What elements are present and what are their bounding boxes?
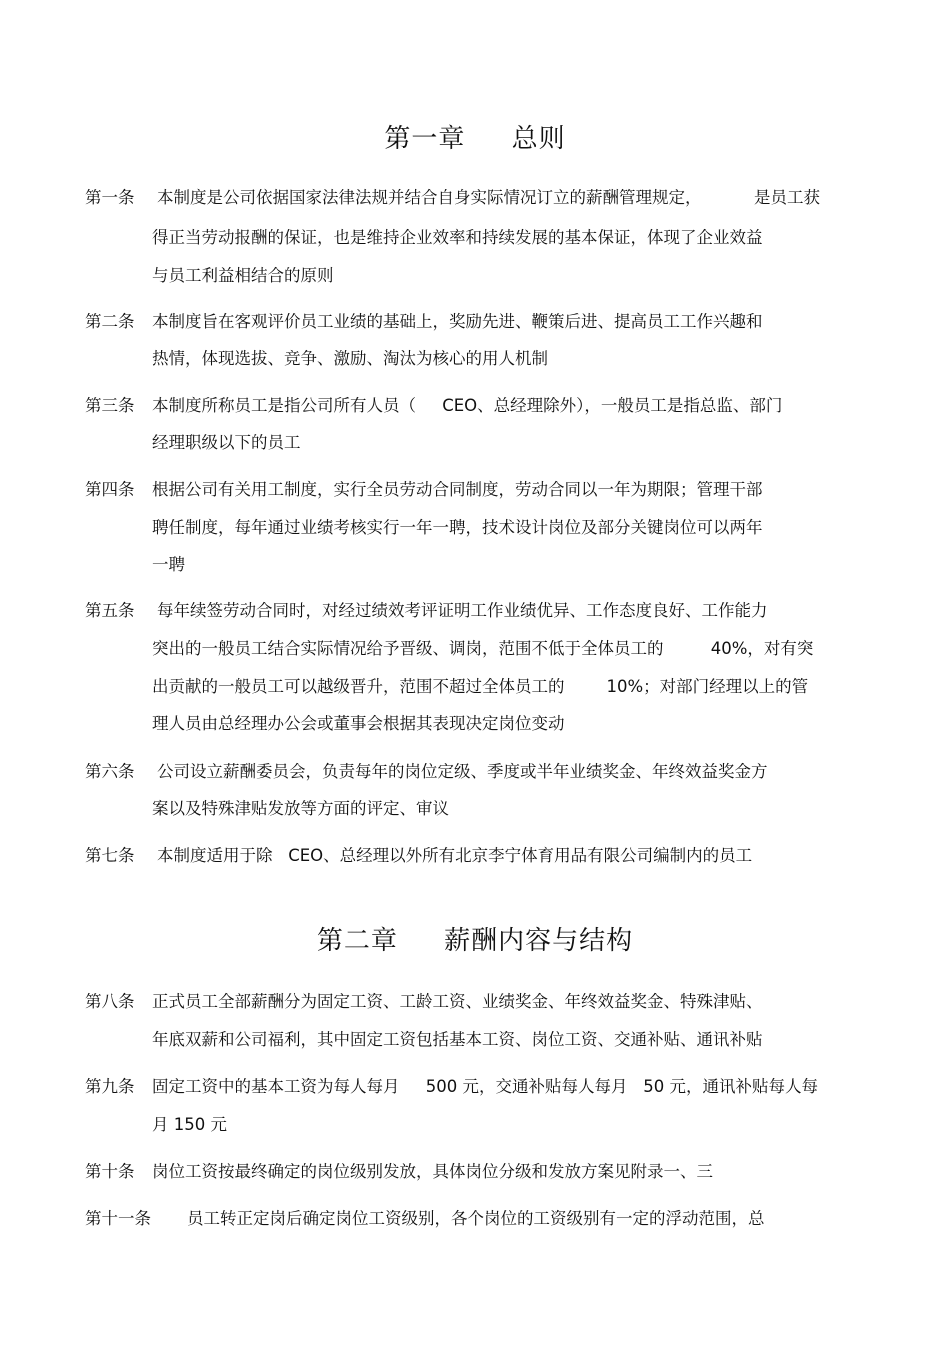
article-number: 第四条: [85, 480, 135, 499]
chapter-title: 第一章 总则: [384, 124, 566, 154]
article-number: 第十条: [85, 1162, 135, 1181]
article-line: 一聘: [152, 555, 185, 574]
article-number: 第九条: [85, 1077, 135, 1096]
chapter-title: 第二章 薪酬内容与结构: [316, 926, 634, 956]
article-number: 第六条: [85, 762, 135, 781]
article-7: [85, 844, 875, 868]
article-5: [85, 599, 875, 739]
article-3: [85, 394, 875, 456]
article-line: 与员工利益相结合的原则: [152, 266, 334, 285]
article-line: 本制度所称员工是指公司所有人员（ CEO、总经理除外），一般员工是指总监、部门: [152, 396, 783, 415]
article-line: 公司设立薪酬委员会，负责每年的岗位定级、季度或半年业绩奖金、年终效益奖金方: [157, 762, 768, 781]
article-4: [85, 478, 875, 578]
article-line: 根据公司有关用工制度，实行全员劳动合同制度，劳动合同以一年为期限；管理干部: [152, 480, 763, 499]
article-number: 第八条: [85, 992, 135, 1011]
article-number: 第五条: [85, 601, 135, 620]
article-line: 岗位工资按最终确定的岗位级别发放，具体岗位分级和发放方案见附录一、三: [152, 1162, 713, 1181]
article-number: 第三条: [85, 396, 135, 415]
article-line: 聘任制度，每年通过业绩考核实行一年一聘，技术设计岗位及部分关键岗位可以两年: [152, 518, 763, 537]
article-line: 本制度旨在客观评价员工业绩的基础上，奖励先进、鞭策后进、提高员工工作兴趣和: [152, 312, 763, 331]
article-line: 经理职级以下的员工: [152, 433, 301, 452]
article-6: [85, 760, 875, 822]
article-number: 第二条: [85, 312, 135, 331]
article-number: 第十一条: [85, 1209, 151, 1228]
article-line: 年底双薪和公司福利，其中固定工资包括基本工资、岗位工资、交通补贴、通讯补贴: [152, 1030, 763, 1049]
article-number: 第一条: [85, 188, 135, 207]
article-2: [85, 310, 875, 372]
article-line: 理人员由总经理办公会或董事会根据其表现决定岗位变动: [152, 714, 565, 733]
article-9: [85, 1075, 875, 1137]
article-line: 固定工资中的基本工资为每人每月 500 元，交通补贴每人每月 50 元，通讯补贴每人每: [152, 1077, 818, 1096]
article-line: 月 150 元: [152, 1115, 227, 1134]
article-line: 突出的一般员工结合实际情况给予晋级、调岗，范围不低于全体员工的 40%，对有突: [152, 639, 814, 658]
article-line: 得正当劳动报酬的保证，也是维持企业效率和持续发展的基本保证，体现了企业效益: [152, 228, 763, 247]
article-line: 案以及特殊津贴发放等方面的评定、审议: [152, 799, 449, 818]
article-8: [85, 990, 875, 1052]
article-line: 本制度适用于除 CEO、总经理以外所有北京李宁体育用品有限公司编制内的员工: [157, 846, 753, 865]
article-line: 正式员工全部薪酬分为固定工资、工龄工资、业绩奖金、年终效益奖金、特殊津贴、: [152, 992, 763, 1011]
article-1: [85, 186, 875, 286]
article-line: 每年续签劳动合同时，对经过绩效考评证明工作业绩优异、工作态度良好、工作能力: [157, 601, 768, 620]
article-line: 出贡献的一般员工可以越级晋升，范围不超过全体员工的 10%；对部门经理以上的管: [152, 677, 809, 696]
article-line: 热情，体现选拔、竞争、激励、淘汰为核心的用人机制: [152, 349, 548, 368]
article-11: [85, 1207, 875, 1231]
article-number: 第七条: [85, 846, 135, 865]
article-line: 员工转正定岗后确定岗位工资级别，各个岗位的工资级别有一定的浮动范围，总: [187, 1209, 765, 1228]
article-10: [85, 1160, 875, 1184]
article-line: 本制度是公司依据国家法律法规并结合自身实际情况订立的薪酬管理规定， 是员工获: [157, 188, 820, 207]
